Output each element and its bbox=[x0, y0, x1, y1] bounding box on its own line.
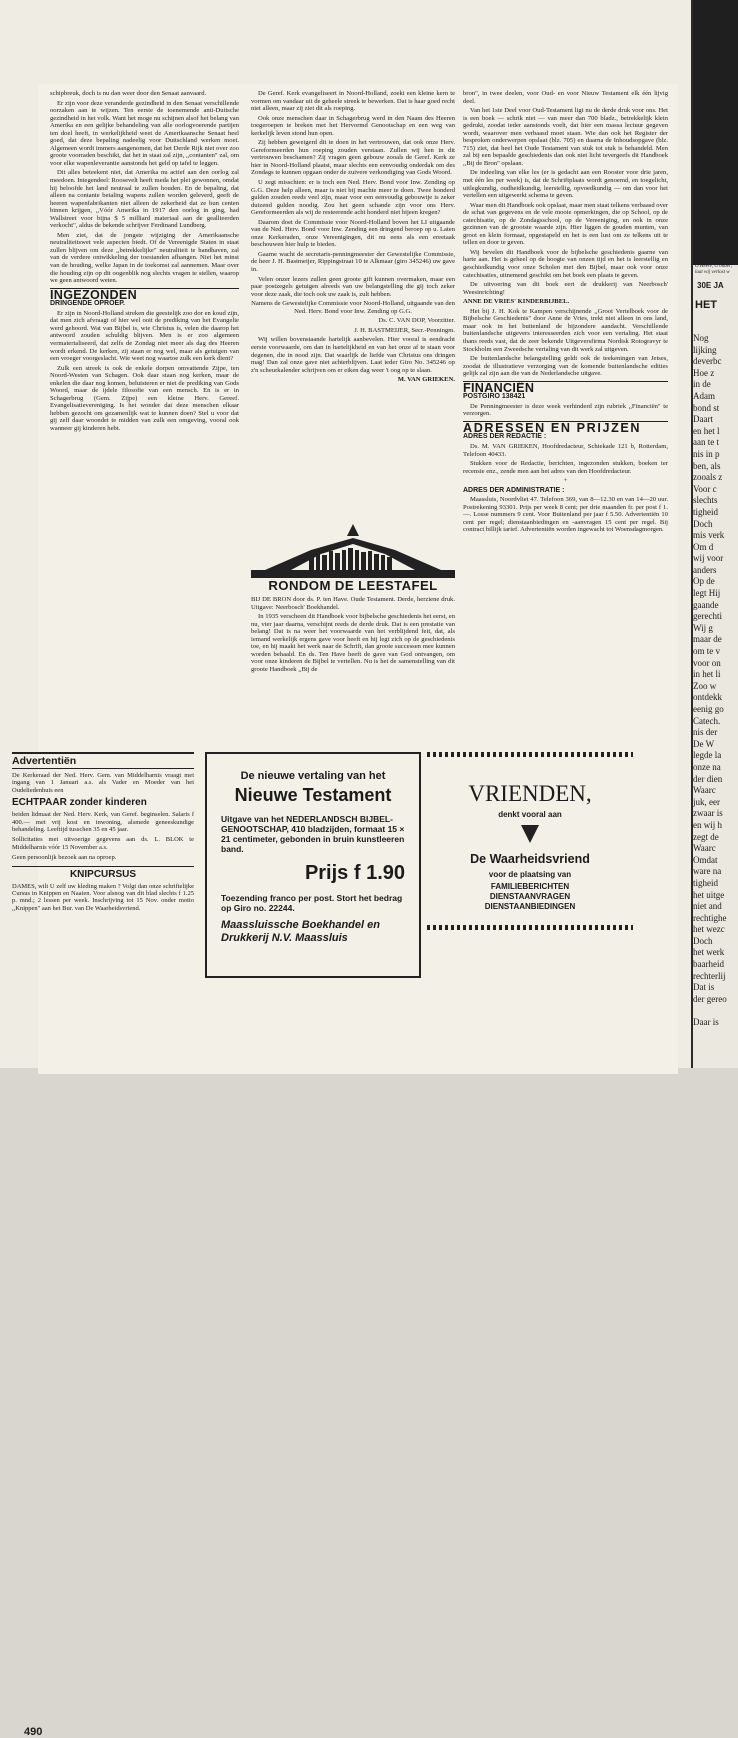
advertisement-waarheidsvriend bbox=[427, 752, 633, 974]
text-fragment: Doch bbox=[693, 518, 713, 529]
text-fragment: gerechti bbox=[693, 611, 722, 622]
text-fragment: gaande bbox=[693, 599, 719, 610]
paragraph: Zij hebben geweigerd dit te doen in het vertrouwen, dat ook onze Herv. Gereformeerden hun roeping zouden verstaan. Zullen wij hen in dit vertrouwen beschamen? Zij vragen geen gebouw zooals de Geref. Kerk ze hier in Noord-Holland plaatst, maar slechts een eenvoudig onderdak om des Zondags te kunnen opgaan onder de zuivere verkondiging van Gods Woord. bbox=[251, 139, 455, 177]
text-fragment: nis in p bbox=[693, 448, 720, 459]
text-fragment: zegt de bbox=[693, 831, 719, 842]
paragraph: Gaarne wacht de secretaris-penningmeester der Gewestelijke Commissie, de heer J. H. Bastmeijer, Rippingstraat 10 te Alkmaar (giro 345246) uw gave in. bbox=[251, 250, 455, 274]
leestafel-banner bbox=[251, 520, 455, 594]
text-fragment: Waarc bbox=[693, 785, 716, 796]
paragraph: schipbreuk, doch is nu dan weer door den Senaat aanvaard. bbox=[50, 90, 207, 97]
text-fragment: Waarc bbox=[693, 843, 716, 854]
text-fragment: het uitge bbox=[693, 889, 725, 900]
text-fragment: mis verk bbox=[693, 530, 725, 541]
paragraph: U zegt misschien: er is toch een Ned. Herv. Bond voor Inw. Zending op G.G. Deze help alleen, maar is niet bij machte meer te doen. Twee honderd gulden zouden reeds veel zijn, maar voor een eenvoudig gebouwtje is zeker duizend gulden noodig. Zou het geen schande zijn voor ons Herv. Gereformeerden als wij de resteerende acht honderd niet bijeen kregen? bbox=[251, 179, 455, 217]
paragraph: Ds. M. VAN GRIEKEN, Hoofdredacteur, Schiekade 121 b, Rotterdam, Telefoon 40433. bbox=[463, 442, 668, 458]
text-fragment: juk, eer bbox=[693, 796, 720, 807]
subheading: POSTGIRO 138421 bbox=[463, 393, 526, 401]
ad-line: DIENSTAANBIEDINGEN bbox=[484, 902, 576, 911]
paragraph: Van het 1ste Deel voor Oud-Testament ligt nu de derde druk voor ons. Het is een boek — schrik niet — van meer dan 700 bladz., betrekkelijk klein gedrukt, zoodat ieder aanstonds voelt, dat hier een massa lectuur gegeven wordt, waarover men verbaasd moet staan. Wie dan ook het Register der besproken onderwerpen opslaat (blz. 705) en daarna de Inhoudsopgave (blz. 715) ziet, dat heel het Oude Testament van stuk tot stuk is behandeld. Men zal bij een bepaalde geschiedenis dan ook niet licht tevergeefs dit Handboek ,,Bij de Bron" opslaan. bbox=[463, 107, 668, 167]
masthead-caption: O Heere, G onder; laat wij verlost w bbox=[695, 264, 733, 275]
ad-name: De Waarheidsvriend bbox=[470, 852, 590, 866]
column-right bbox=[463, 90, 668, 578]
paragraph: Wij willen bovenstaande hartelijk aanbevelen. Hier vooral is eendracht eerste voorwaarde, om dan in hartelijkheid en van het onze af te staan voor degenen, die in nood zijn. Dat waarlijk de liefde van Christus ons dringen mag! Dan zal onze gave niet achterblijven. Laat ieder Giro No. 345246 op z'n scheurkalender schrijven om er eiken dag weer 't oog op te slaan. bbox=[251, 336, 455, 374]
paragraph: De uitvoering van dit boek eert de drukkerij van Neerbosch' Weesinrichting! bbox=[463, 281, 668, 296]
text-fragment: Voor c bbox=[693, 483, 717, 494]
paragraph: Daarom doet de Commissie voor Noord-Holland boven het LI uitgaande van de Ned. Herv. Bond voor Inw. Zending een dringend beroep op u. Laten onze Kerkeraden, onze Vereenigingen, dit nu eens als een ereetaak beschouwen hier hulp te bieden. bbox=[251, 218, 455, 249]
text-fragment: nis der bbox=[693, 727, 718, 738]
ad-headline: Nieuwe Testament bbox=[234, 785, 392, 805]
signature: M. VAN GRIEKEN. bbox=[397, 376, 455, 384]
ad-text: DAMES, wilt U zelf uw kleding maken ? Volgt dan onze schriftelijke Cursus in Knippen en Naaien. Voor alsnog van dit blad slechts f 1.25 p. mnd.; 2 lessen per week. Inschrijving tot 15 Nov. onder motto ,,Knippen" aan het Bur. van De Waarheidsvriend. bbox=[12, 882, 194, 912]
banner-title: RONDOM DE LEESTAFEL bbox=[268, 578, 438, 593]
ad-text: De Kerkeraad der Ned. Herv. Gem. van Middelharnis vraagt met ingang van 1 Januari a.s. als Vader en Moeder van het Oudeliedenhuis een bbox=[12, 772, 194, 794]
ad-text: Sollicitaties met uitvoerige gegevens aan ds. L. BLOK te Middelharnis vóór 15 November a.s. bbox=[12, 836, 194, 851]
text-fragment: rechterlij bbox=[693, 970, 726, 981]
text-fragment: tigheid bbox=[693, 506, 718, 517]
ad-line: Uitgave van het NEDERLANDSCH BIJBEL-GENOOTSCHAP, 410 bladzijden, formaat 15 × 21 centimeter, gebonden in bruin kunstleeren band. bbox=[221, 814, 405, 854]
text-fragment: zooals z bbox=[693, 472, 723, 483]
decorative-border bbox=[427, 925, 633, 930]
text-fragment: wij voor bbox=[693, 553, 724, 564]
paragraph: Stukken voor de Redactie, berichten, ingezonden stukken, boeken ter recensie enz., zende men aan het adres van den Hoofdredacteur. bbox=[463, 460, 668, 475]
text-fragment: rechtighe bbox=[693, 912, 727, 923]
text-fragment: en het l bbox=[693, 425, 720, 436]
ad-line: De nieuwe vertaling van het bbox=[240, 770, 386, 782]
advertisements-heading: Advertentiën bbox=[12, 752, 194, 769]
subheading: ANNE DE VRIES' KINDERBIJBEL. bbox=[463, 298, 570, 306]
paragraph: Men ziet, dat de jongste wijziging der Amerikaansche neutraliteitswet vele aspecten biedt. Of de Vereenigde Staten in staat zullen blijven om deze ,,betrekkelijke" neutraliteit te handhaven, zal van de verdere ontwikkeling der toestanden afhangen. Niet het minst van de houding, welke Japan in de toekomst zal aannemen. Maar over die houding zijn op dit oogenblik nog slechts vragen te stellen, waarop we geen antwoord weten. bbox=[50, 231, 239, 285]
paragraph: Dit alles beteekent niet, dat Amerika nu actief aan den oorlog zal meedoen. Integendeel: Roosevelt heeft meda het plei gewonnen, omdat hij beloofde het land neutraal te zullen houden. En de bepaling, dat alleen na contante betaling wapens zullen worden geleverd, geeft de heeren wapenfabrikanten niet alleen de zekerheid dat ze hun centen binnen krijgen, ,,Vóór Amerika in 1917 den oorlog in ging, had Wallstreet voor bijna $ 5 milliard materiaal aan de geallieerden verkocht", aldus de bekende schrijver Ferdinand Lundberg. bbox=[50, 169, 239, 230]
text-fragment: Nog bbox=[693, 333, 709, 343]
ad-text: beiden lidmaat der Ned. Herv. Kerk, van Geref. beginselen. Salaris f 400.— met vrij kost en inwoning, alsmede geneeskundige behandeling. Leeftijd tusschen 35 en 45 jaar. bbox=[12, 811, 194, 834]
text-fragment: legt Hij bbox=[693, 588, 721, 599]
ad-line: FAMILIEBERICHTEN bbox=[490, 882, 570, 891]
paragraph: Waar men dit Handboek ook opslaat, maar men staat telkens verbaasd over de schat van gegevens en de vele mooie opmerkingen, die op School, op de catechisatie, op de Zondagsschool, op de Vereeniging, en ook in onze gezinnen van de grootste waarde zijn. Hier liggen de gouden munten, van groot en klein formaat, opgestapeld en het is een lust om ze telkens uit te tellen en door te geven. bbox=[463, 201, 668, 247]
issue-label: 30E JA bbox=[697, 281, 724, 290]
text-fragment: der gereo bbox=[693, 993, 727, 1004]
triangle-arrow-icon bbox=[427, 819, 633, 845]
subheading: ADRES DER REDACTIE : bbox=[463, 433, 547, 441]
text-fragment: Dat is bbox=[693, 982, 715, 993]
paragraph: Er zijn voor deze veranderde gezindheid in den Senaat verschillende oorzaken aan te wijzen. Ten eerste de toenemende anti-Duitsche gezindheid in het volk. Want het moge nu schijnen alsof het belang van Amerika en een gelijke behandeling van alle oorlogvoerende partijen ten doel heeft, in werkelijkheid weet de Amerikaansche Senaat heel goed, dat deze bepaling nadeelig voor Duitschland werken moet. Algemeen wordt immers aangenomen, dat het Derde Rijk niet over zoo groote voorraden beschikt, dat het in staat zal zijn, ,,contanten" zal, om voor elke wapenleverantie aanstonds het geld op tafel te leggen. bbox=[50, 99, 239, 167]
plus-separator: + bbox=[563, 477, 568, 485]
ad-text: Geen persoonlijk bezoek aan na oproep. bbox=[12, 854, 117, 862]
text-fragment: baarheid bbox=[693, 959, 724, 970]
text-fragment: het wezc bbox=[693, 924, 725, 935]
signature-block: Namens de Gewestelijke Commissie voor Noord-Holland, uitgaande van den Ned. Herv. Bond voor Inw. Zending op G.G. bbox=[251, 300, 455, 315]
ad-publisher: Maassluissche Boekhandel en Drukkerij N.V. Maassluis bbox=[221, 919, 380, 944]
bookshelf-illustration bbox=[251, 520, 455, 578]
text-fragment: Hoe z bbox=[693, 367, 715, 378]
paragraph: Wij bevelen dit Handboek voor de bijbelsche geschiedenis gaarne van harte aan. Het is geheel op de hoogte van onzen tijd en het is leerstellig en geschiedkundig voor onze Scholen met den Bijbel, maar ook voor onze catechisaties, uitnemend geschikt om het boek een plaats te geven. bbox=[463, 248, 668, 279]
section-heading-adressen: ADRESSEN EN PRIJZEN bbox=[463, 420, 642, 435]
paragraph: Ook onze menschen daar in Schagerbrug werd in den Naam des Heeren toegeroepen te breken met het Hervormd Genootschap en een weg van kerkelijk leven stond hun open. bbox=[251, 114, 455, 137]
section-heading-financien: FINANCIËN bbox=[463, 380, 535, 395]
paragraph: De indeeling van elke les (er is gedacht aan een Rooster voor drie jaren, met één les per week) is, dat de Schriftplaats wordt genoemd, en toegelicht, uitlegkundig, oudheidkundig, leerstellig, opvoedkundig — om dan voor het vertellen een uitgewerkt schema te geven. bbox=[463, 169, 668, 200]
text-fragment: eenig go bbox=[693, 704, 724, 714]
signature: Ds. C. VAN DOP, Voorzitter. bbox=[378, 317, 455, 325]
ad-line: Toezending franco per post. Stort het bedrag op Giro no. 22244. bbox=[221, 893, 403, 913]
text-fragment: aan te t bbox=[693, 437, 719, 448]
page-number: 490 bbox=[24, 1726, 43, 1738]
text-fragment: voor on bbox=[693, 657, 721, 668]
leestafel-text bbox=[251, 596, 455, 724]
text-fragment: niet and bbox=[693, 901, 722, 912]
section-heading: HET bbox=[695, 299, 717, 311]
text-fragment bbox=[693, 1005, 738, 1017]
text-fragment: en wij h bbox=[693, 819, 722, 830]
text-fragment: De W bbox=[693, 738, 715, 749]
masthead-fragment bbox=[693, 0, 738, 265]
text-fragment: Om d bbox=[693, 541, 714, 552]
text-fragment: tigheid bbox=[693, 877, 718, 888]
text-fragment: ontdekk bbox=[693, 692, 722, 703]
subheading: DRINGENDE OPROEP. bbox=[50, 300, 125, 308]
advertisement-echtpaar bbox=[12, 752, 194, 915]
text-fragment: ben, als bbox=[693, 460, 721, 471]
text-fragment: Zoo w bbox=[693, 680, 717, 691]
ad-headline: ECHTPAAR zonder kinderen bbox=[12, 797, 147, 809]
text-fragment: het werk bbox=[693, 947, 725, 958]
section-heading-ingezonden: INGEZONDEN bbox=[50, 287, 137, 302]
text-fragment: der dien bbox=[693, 773, 723, 784]
text-fragment: Wij g bbox=[693, 622, 713, 633]
column-middle bbox=[251, 90, 455, 504]
paragraph: De buitenlandsche belangstelling geldt ook de teekeningen van Jetses, zoodat de illustratieve verzorging van de komende buitenlandsche edities gelijk zal zijn aan die van de Nederlandsche uitgave. bbox=[463, 355, 668, 378]
text-fragment: maar de bbox=[693, 634, 722, 645]
next-page-edge bbox=[691, 0, 738, 1068]
text-fragment: Doch bbox=[693, 935, 713, 946]
text-fragment: Omdat bbox=[693, 854, 718, 865]
ad-line: voor de plaatsing van bbox=[488, 870, 572, 879]
cut-off-text bbox=[693, 333, 738, 1029]
text-fragment: Daar is bbox=[693, 1017, 719, 1028]
text-fragment: lijking bbox=[693, 344, 717, 355]
text-fragment: bond st bbox=[693, 402, 720, 413]
text-fragment: ware na bbox=[693, 866, 722, 877]
paragraph: Velen onzer lezers zullen geen groote gift kunnen overmaken, maar een paar postzegels getuigen alreeds van uw belangstelling die gij toch zeker voor deze zaak, die toch ook uw zaak is, zult hebben. bbox=[251, 275, 455, 298]
advertisement-nieuwe-testament bbox=[205, 752, 421, 978]
column-left bbox=[50, 90, 239, 630]
paragraph: bron", in twee deelen, voor Oud- en voor Nieuw Testament elk één lijvig deel. bbox=[463, 90, 668, 105]
text-fragment: deverbc bbox=[693, 356, 722, 367]
advertisements-region bbox=[12, 752, 632, 1738]
text-fragment: slechts bbox=[693, 495, 718, 506]
text-fragment: onze na bbox=[693, 761, 721, 772]
subheading: ADRES DER ADMINISTRATIE : bbox=[463, 486, 565, 494]
text-fragment: anders bbox=[693, 564, 717, 575]
ad-line: DIENSTAANVRAGEN bbox=[489, 892, 571, 901]
ad-headline-knipcursus: KNIPCURSUS bbox=[12, 866, 194, 880]
decorative-border bbox=[427, 752, 633, 757]
paragraph: De Geref. Kerk evangeliseert in Noord-Holland, zoekt een kleine kern te vormen om vandaar uit de geheele streek te bewerken. Dat is haar goed recht niet alleen, maar zij ziet dit als roeping. bbox=[251, 90, 455, 113]
paragraph: In 1935 verscheen dit Handboek voor bijbelsche geschiedenis het eerst, en nu, vier jaar daarna, verschijnt reeds de derde druk. Dat is een prestatie van belang! Dat is na weer het voorwaarde van het verblijdend feit, dat, als iemand werkelijk ergens gave voor heeft en hij legt zich op de geschiedenis toe, en hij maakt het werk naar de Schrift, dan groote successen mee kunnen worden behaald. En ds. Ten Have heeft de gave van God ontvangen, om voor onze kinderen de Bijbel te vertellen. Nu is het de samenstelling van dit groote Handboek ,,Bij de bbox=[251, 613, 455, 673]
paragraph: De Penningmeester is deze week verhinderd zijn rubriek ,,Financiën" te verzorgen. bbox=[463, 402, 668, 418]
paragraph: Het bij J. H. Kok te Kampen verschijnende ,,Groot Vertelboek voor de Bijbelsche Geschiedenis" door Anne de Vries, trekt niet alleen in ons land, maar ook in het buitenland de bijzondere aandacht. Verschillende buitenlandsche uitgevers interesseerden zich voor een vertaling. Het staat thans reeds vast, dat de zeer bekende Uitgeversfirma Nordisk Rotogravyr te Stockholm een Zweedsche vertaling van dit werk zal uitgeven. bbox=[463, 307, 668, 353]
signature: J. H. BASTMEIJER, Secr.-Penningm. bbox=[354, 326, 455, 334]
text-fragment: Adam bbox=[693, 390, 715, 401]
text-fragment: in de bbox=[693, 379, 711, 390]
text-fragment: in het li bbox=[693, 669, 721, 680]
paragraph: Er zijn in Noord-Holland streken die geestelijk zoo dor en koud zijn, dat men zich afvraagt of hier wel ooit de prediking van het Evangelie werd gehoord. Wat van Bijbel is, wie Christus is, velen die daarop het antwoord zouden schuldig blijven. Men is er zoo algemeen vermaterialiseerd, dat zelfs de Zondag niet meer als dag des Heeren wordt erkend. De kerken, zij staan er nog wel, maar als getuigen van een vroeger voorgeslacht. Wie weet nog waartoe zulk een kerk dient? bbox=[50, 309, 239, 363]
ad-headline: VRIENDEN, bbox=[468, 781, 592, 806]
text-fragment: Op de bbox=[693, 576, 715, 587]
text-fragment: om te v bbox=[693, 646, 720, 657]
paragraph: Zulk een streek is ook de enkele dorpen omvattende Zijpe, ten Noord-Westen van Schagen. Ook daar staan nog kerken, maar de enkelen die daar nog komen, beluisteren er niet de prediking van Gods Woord, maar de ijdele filosofie van een mensch. En is er in Schagerbrug (Gem. Zijpe) een kleine Herv. Gereef. Evangelisatievereniging. Is het wonder dat deze menschen elkaar hebben gezocht om gezamenlijk wat te kunnen doen? Stel u voor dat gij zelf daar woondet te midden van zulk een omgeving, vooral ook wanneer gij kinderen hebt. bbox=[50, 364, 239, 432]
text-fragment: Catech. bbox=[693, 715, 721, 726]
ad-line: denkt vooral aan bbox=[498, 810, 562, 819]
text-fragment: legde la bbox=[693, 750, 722, 761]
text-fragment: zwaar is bbox=[693, 808, 723, 819]
ad-price: Prijs f 1.90 bbox=[304, 862, 405, 884]
paragraph: BIJ DE BRON door ds. P. ten Have. Oude Testament. Derde, herziene druk. Uitgave: Neerbosch' Boekhandel. bbox=[251, 596, 455, 611]
text-fragment: Daart bbox=[693, 414, 713, 425]
paragraph: Maassluis, Noordvliet 47. Telefoon 369, van 8—12.30 en van 14—20 uur. Postrekening 93301. Prijs per week 8 cent; per drie maanden fr. per post f 1.—. Losse nummers 9 cent. Voor Buitenland per jaar f 5.50. Advertentiën 10 cent per regel; dienstaanbiedingen en -aanvragen 15 cent per regel. Bij contract billijk tarief. Advertentiën worden ingewacht tot Woensdagmorgen. bbox=[463, 496, 668, 534]
